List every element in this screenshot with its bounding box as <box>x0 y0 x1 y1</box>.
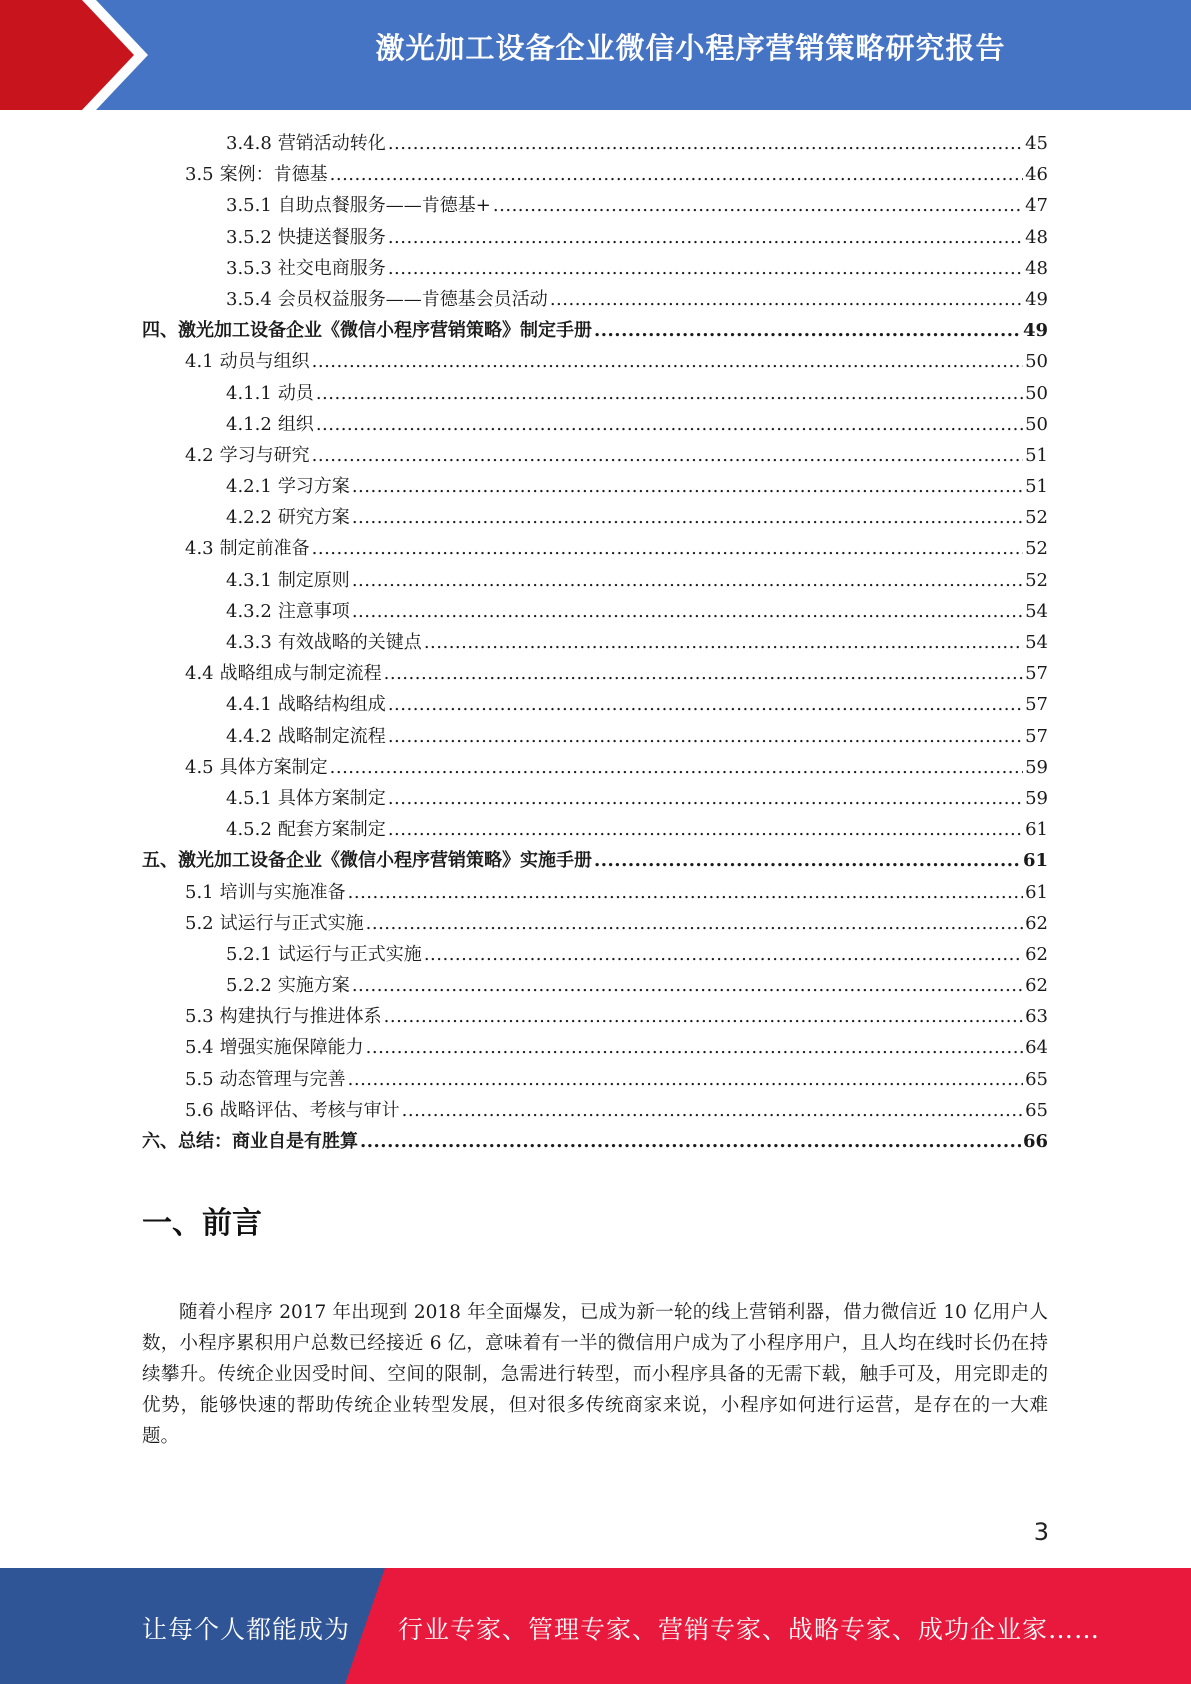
toc-entry-page: 66 <box>1022 1131 1048 1152</box>
toc-leader-dots <box>366 1032 1023 1063</box>
toc-entry-page: 62 <box>1025 912 1048 934</box>
toc-leader-dots <box>388 253 1023 284</box>
toc-entry[interactable] <box>142 627 1048 658</box>
toc-entry-title: 具体方案制定 <box>277 787 386 809</box>
page-footer <box>0 1568 1191 1684</box>
toc-entry-number: 5.2.1 <box>226 943 272 965</box>
toc-leader-dots <box>352 502 1023 533</box>
toc-entry-page: 48 <box>1025 257 1048 279</box>
toc-entry-title: 战略结构组成 <box>277 694 386 716</box>
toc-entry-number: 5.4 <box>185 1037 214 1059</box>
toc-entry-page: 57 <box>1025 663 1048 685</box>
toc-entry[interactable] <box>142 877 1048 908</box>
toc-entry-title: 实施方案 <box>277 975 350 997</box>
toc-entry-number: 4.3 <box>185 538 214 560</box>
toc-entry-title: 六、总结：商业自是有胜算 <box>142 1131 358 1152</box>
toc-entry[interactable] <box>142 284 1048 315</box>
page-header <box>0 0 1191 110</box>
toc-entry[interactable] <box>142 533 1048 564</box>
toc-entry[interactable] <box>142 783 1048 814</box>
toc-entry-page: 48 <box>1025 226 1048 248</box>
toc-entry-title: 战略组成与制定流程 <box>219 663 382 685</box>
toc-leader-dots <box>348 877 1023 908</box>
toc-entry[interactable] <box>142 346 1048 377</box>
toc-entry-number: 4.4 <box>185 663 214 685</box>
toc-entry-title: 四、激光加工设备企业《微信小程序营销策略》制定手册 <box>142 320 592 342</box>
toc-entry[interactable] <box>142 939 1048 970</box>
toc-entry-page: 49 <box>1022 320 1048 342</box>
toc-entry-title: 增强实施保障能力 <box>219 1037 364 1059</box>
toc-entry-title: 试运行与正式实施 <box>219 912 364 934</box>
toc-entry-page: 50 <box>1025 351 1048 373</box>
toc-leader-dots <box>402 1095 1023 1126</box>
toc-entry-title: 制定原则 <box>277 569 350 591</box>
toc-leader-dots <box>316 409 1023 440</box>
toc-entry[interactable] <box>142 440 1048 471</box>
toc-entry[interactable] <box>142 596 1048 627</box>
toc-entry[interactable] <box>142 721 1048 752</box>
toc-entry-title: 战略制定流程 <box>277 725 386 747</box>
toc-entry-title: 有效战略的关键点 <box>277 632 422 653</box>
toc-entry-number: 5.3 <box>185 1006 214 1028</box>
toc-entry-page: 61 <box>1022 850 1048 872</box>
toc-entry-number: 4.5.2 <box>226 819 272 841</box>
toc-entry-number: 5.6 <box>185 1099 214 1121</box>
toc-entry-title: 制定前准备 <box>219 538 310 560</box>
toc-leader-dots <box>352 471 1023 502</box>
toc-entry-title: 研究方案 <box>277 507 350 529</box>
toc-entry-page: 59 <box>1025 787 1048 809</box>
toc-entry[interactable] <box>142 970 1048 1001</box>
toc-entry-number: 5.2 <box>185 912 214 934</box>
toc-entry-page: 50 <box>1025 382 1048 404</box>
toc-entry-number: 4.4.2 <box>226 725 272 747</box>
toc-entry-number: 4.2.2 <box>226 507 272 529</box>
toc-leader-dots <box>352 565 1023 596</box>
toc-entry[interactable] <box>142 845 1048 876</box>
toc-entry-number: 4.5 <box>185 756 214 778</box>
toc-leader-dots <box>312 440 1023 471</box>
toc-entry-page: 65 <box>1025 1099 1048 1121</box>
footer-slogan-left: 让每个人都能成为 <box>142 1615 351 1644</box>
toc-leader-dots <box>388 721 1023 752</box>
toc-entry-title: 试运行与正式实施 <box>277 943 422 965</box>
toc-entry[interactable] <box>142 222 1048 253</box>
toc-entry-page: 59 <box>1025 756 1048 778</box>
toc-entry-number: 5.1 <box>185 881 214 903</box>
toc-entry[interactable] <box>142 1126 1048 1157</box>
toc-entry-page: 49 <box>1025 288 1048 310</box>
toc-entry-title: 社交电商服务 <box>277 257 386 279</box>
toc-leader-dots <box>388 222 1023 253</box>
toc-entry-page: 61 <box>1025 881 1048 903</box>
toc-entry-number: 3.5.1 <box>226 195 272 217</box>
toc-entry-page: 45 <box>1025 133 1048 154</box>
toc-entry-page: 46 <box>1025 164 1048 186</box>
toc-leader-dots <box>594 845 1021 876</box>
toc-entry-title: 动员与组织 <box>219 351 310 373</box>
toc-entry[interactable] <box>142 658 1048 689</box>
toc-entry-title: 自助点餐服务——肯德基+ <box>277 195 491 217</box>
toc-entry-number: 4.2 <box>185 444 214 466</box>
toc-entry-number: 3.5.3 <box>226 257 272 279</box>
toc-entry-number: 4.3.2 <box>226 600 272 622</box>
toc-leader-dots <box>388 128 1023 159</box>
toc-entry-page: 57 <box>1025 725 1048 747</box>
section-heading: 一、前言 <box>142 1206 262 1241</box>
toc-entry-title: 动态管理与完善 <box>219 1068 346 1090</box>
report-title: 激光加工设备企业微信小程序营销策略研究报告 <box>375 31 1006 65</box>
toc-entry-number: 4.2.1 <box>226 476 272 498</box>
toc-entry-page: 54 <box>1025 632 1048 653</box>
toc-entry[interactable] <box>142 409 1048 440</box>
toc-leader-dots <box>316 378 1023 409</box>
toc-entry-title: 会员权益服务——肯德基会员活动 <box>277 288 548 310</box>
toc-entry-page: 51 <box>1025 476 1048 498</box>
toc-entry[interactable] <box>142 190 1048 221</box>
toc-leader-dots <box>360 1126 1021 1157</box>
toc-entry-title: 动员 <box>277 382 314 404</box>
toc-leader-dots <box>352 970 1023 1001</box>
toc-entry-title: 营销活动转化 <box>277 133 386 154</box>
toc-leader-dots <box>366 908 1023 939</box>
toc-entry-page: 52 <box>1025 569 1048 591</box>
table-of-contents <box>142 128 1048 1157</box>
toc-entry-page: 54 <box>1025 600 1048 622</box>
toc-entry-title: 学习方案 <box>277 476 350 498</box>
toc-entry-page: 62 <box>1025 975 1048 997</box>
toc-entry-number: 5.5 <box>185 1068 214 1090</box>
toc-entry-title: 五、激光加工设备企业《微信小程序营销策略》实施手册 <box>142 850 592 872</box>
toc-entry-page: 52 <box>1025 507 1048 529</box>
toc-leader-dots <box>384 1001 1023 1032</box>
toc-entry-number: 3.5.4 <box>226 288 272 310</box>
toc-leader-dots <box>348 1064 1023 1095</box>
toc-entry-number: 4.1.2 <box>226 413 272 435</box>
toc-entry-title: 具体方案制定 <box>219 756 328 778</box>
toc-leader-dots <box>352 596 1023 627</box>
footer-slogan-right: 行业专家、管理专家、营销专家、战略专家、成功企业家…… <box>398 1615 1101 1644</box>
toc-entry[interactable] <box>142 471 1048 502</box>
toc-entry-page: 63 <box>1025 1006 1048 1028</box>
toc-entry[interactable] <box>142 315 1048 346</box>
toc-leader-dots <box>388 783 1023 814</box>
toc-entry[interactable] <box>142 1032 1048 1063</box>
toc-entry-page: 52 <box>1025 538 1048 560</box>
toc-entry-number: 3.4.8 <box>226 133 272 154</box>
toc-leader-dots <box>424 939 1023 970</box>
toc-entry-title: 培训与实施准备 <box>219 881 346 903</box>
toc-entry[interactable] <box>142 814 1048 845</box>
toc-entry[interactable] <box>142 159 1048 190</box>
toc-entry-title: 配套方案制定 <box>277 819 386 841</box>
toc-entry[interactable] <box>142 128 1048 159</box>
toc-entry[interactable] <box>142 908 1048 939</box>
toc-leader-dots <box>493 190 1023 221</box>
toc-entry-page: 61 <box>1025 819 1048 841</box>
toc-entry-page: 65 <box>1025 1068 1048 1090</box>
toc-entry-number: 4.1.1 <box>226 382 272 404</box>
page-number: 3 <box>1033 1518 1049 1546</box>
toc-entry-number: 3.5 <box>185 164 214 186</box>
toc-entry[interactable] <box>142 1001 1048 1032</box>
toc-leader-dots <box>388 689 1023 720</box>
toc-entry[interactable] <box>142 378 1048 409</box>
toc-entry-number: 4.1 <box>185 351 214 373</box>
toc-entry-page: 47 <box>1025 195 1048 217</box>
toc-leader-dots <box>424 627 1023 658</box>
toc-entry-title: 构建执行与推进体系 <box>219 1006 382 1028</box>
toc-entry[interactable] <box>142 253 1048 284</box>
toc-entry-title: 战略评估、考核与审计 <box>219 1099 400 1121</box>
toc-entry-number: 4.3.3 <box>226 632 272 653</box>
toc-entry[interactable] <box>142 752 1048 783</box>
toc-entry[interactable] <box>142 565 1048 596</box>
section-paragraph: 随着小程序 2017 年出现到 2018 年全面爆发，已成为新一轮的线上营销利器，借力微信近 10 亿用户人数，小程序累积用户总数已经接近 6 亿，意味着有一半的微信用户成为了小程序用户，且人均在线时长仍在持续攀升。传统企业因受时间、空间的限制，急需进行转型，而小程序具备的无需下载，触手可及，用完即走的优势，能够快速的帮助传统企业转型发展，但对很多传统商家来说，小程序如何进行运营，是存在的一大难题。 <box>142 1302 1048 1447</box>
toc-entry-page: 51 <box>1025 444 1048 466</box>
toc-entry-number: 4.3.1 <box>226 569 272 591</box>
toc-entry[interactable] <box>142 1064 1048 1095</box>
toc-entry-page: 64 <box>1025 1037 1048 1059</box>
toc-entry-title: 快捷送餐服务 <box>277 226 386 248</box>
toc-leader-dots <box>594 315 1021 346</box>
toc-leader-dots <box>312 533 1023 564</box>
toc-entry[interactable] <box>142 502 1048 533</box>
toc-entry-title: 案例：肯德基 <box>219 164 328 186</box>
toc-entry-page: 57 <box>1025 694 1048 716</box>
toc-entry-number: 4.4.1 <box>226 694 272 716</box>
toc-leader-dots <box>330 159 1023 190</box>
toc-entry-title: 学习与研究 <box>219 444 310 466</box>
toc-leader-dots <box>388 814 1023 845</box>
toc-entry-page: 50 <box>1025 413 1048 435</box>
toc-leader-dots <box>312 346 1023 377</box>
toc-leader-dots <box>550 284 1023 315</box>
toc-entry-page: 62 <box>1025 943 1048 965</box>
toc-leader-dots <box>384 658 1023 689</box>
toc-entry-number: 4.5.1 <box>226 787 272 809</box>
toc-leader-dots <box>330 752 1023 783</box>
toc-entry-title: 组织 <box>277 413 314 435</box>
toc-entry-title: 注意事项 <box>277 600 350 622</box>
toc-entry[interactable] <box>142 1095 1048 1126</box>
toc-entry-number: 3.5.2 <box>226 226 272 248</box>
toc-entry-number: 5.2.2 <box>226 975 272 997</box>
toc-entry[interactable] <box>142 689 1048 720</box>
